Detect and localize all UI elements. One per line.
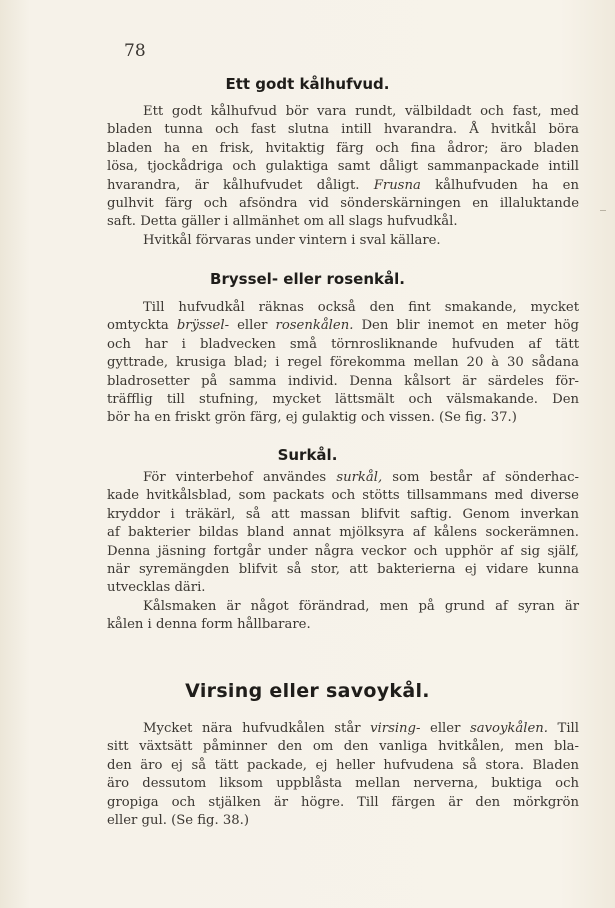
text-line: när syremängden blifvit så stor, att bakterierna ej vidare kunna [107, 562, 579, 578]
margin-mark [600, 210, 606, 211]
paragraph-savoykal [107, 720, 579, 830]
text-line: gulhvit färg och afsöndra vid sönderskärningen en illaluktande [107, 196, 579, 212]
section-heading-surkal: Surkål. [277, 446, 338, 464]
text-line: gyttrade, krusiga blad; i regel förekomma mellan 20 à 30 sådana [107, 355, 579, 371]
text-line: Till hufvudkål räknas också den fint smakande, mycket [143, 300, 579, 315]
text-line: kålen i denna form hållbarare. [107, 617, 311, 633]
paragraph-rosenkal [107, 299, 579, 428]
text-line: eller gul. (Se fig. 38.) [107, 813, 249, 829]
text-line: lösa, tjockådriga och gulaktiga samt dåligt sammanpackade intill [107, 159, 579, 175]
text-line: träfflig till stufning, mycket lättsmält och välsmakande. Den [107, 392, 579, 408]
text-line: sitt växtsätt påminner den om den vanliga hvitkålen, men bla- [107, 739, 579, 755]
text-line: Denna jäsning fortgår under några veckor och upphör af sig själf, [107, 543, 579, 559]
text-line: bör ha en friskt grön färg, ej gulaktig och vissen. (Se fig. 37.) [107, 410, 517, 426]
text-line: gropiga och stjälken är högre. Till färgen är den mörkgrön [107, 794, 579, 810]
text-line: kade hvitkålsblad, som packats och stötts tillsammans med diverse [107, 488, 579, 504]
page-number: 78 [124, 41, 146, 61]
text-line: Ett godt kålhufvud bör vara rundt, välbildadt och fast, med [143, 104, 579, 119]
text-line: utvecklas däri. [107, 580, 206, 596]
text-line: äro dessutom liksom uppblåsta mellan nerverna, buktiga och [107, 776, 579, 792]
text-line: hvarandra, är kålhufvudet dåligt. Frusna kålhufvuden ha en [107, 177, 579, 193]
section-heading-rosenkal: Bryssel- eller rosenkål. [210, 270, 405, 288]
text-line: Kålsmaken är något förändrad, men på grund af syran är [143, 598, 579, 614]
text-line: För vinterbehof användes surkål, som består af sönderhac- [143, 470, 579, 485]
text-line: Hvitkål förvaras under vintern i sval källare. [143, 232, 441, 248]
text-line: bladen ha en frisk, hvitaktig färg och fina ådror; äro bladen [107, 140, 579, 156]
text-line: bladrosetter på samma individ. Denna kålsort är särdeles för- [107, 373, 579, 389]
text-line: saft. Detta gäller i allmänhet om all slags hufvudkål. [107, 214, 458, 230]
text-line: af bakterier bildas bland annat mjölksyra af kålens sockerämnen. [107, 525, 579, 541]
text-line: bladen tunna och fast slutna intill hvarandra. Å hvitkål böra [107, 122, 579, 138]
text-line: kryddor i träkärl, så att massan blifvit saftig. Genom inverkan [107, 506, 579, 522]
text-line: omtyckta brÿssel- eller rosenkålen. Den blir inemot en meter hög [107, 318, 579, 334]
paragraph-kalhufvud [107, 103, 579, 250]
text-line: den äro ej så tätt packade, ej heller hufvudena så stora. Bladen [107, 757, 579, 773]
section-heading-savoykal: Virsing eller savoykål. [185, 680, 430, 702]
section-heading-kalhufvud: Ett godt kålhufvud. [225, 75, 390, 93]
text-line: och har i bladvecken små törnrosliknande hufvuden af tätt [107, 336, 579, 352]
paragraph-surkal [107, 469, 579, 635]
text-line: Mycket nära hufvudkålen står virsing- eller savoykålen. Till [143, 721, 579, 736]
